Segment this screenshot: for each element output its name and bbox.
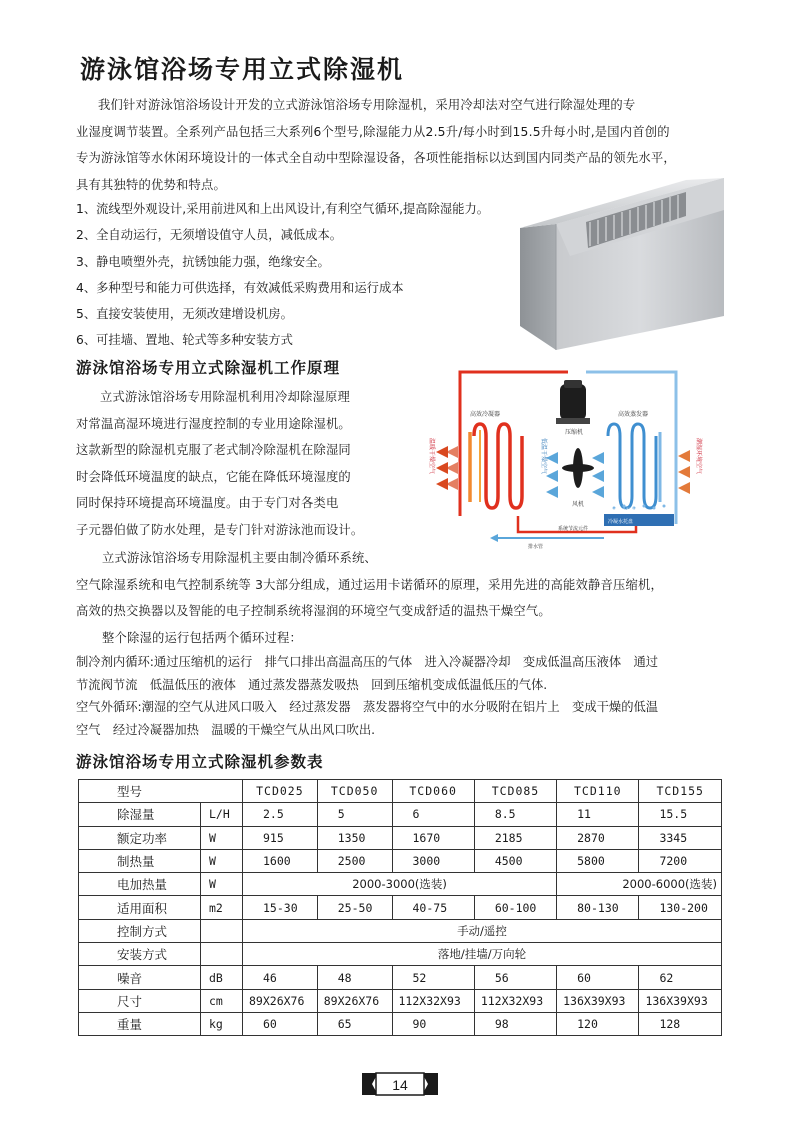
composition-line: 高效的热交换器以及智能的电子控制系统将湿润的环境空气变成舒适的温热干燥空气。 — [76, 604, 551, 618]
table-row — [79, 873, 722, 896]
page-number-badge — [362, 1071, 438, 1097]
table-cell: 落地/挂墙/万向轮 — [243, 943, 722, 966]
composition-line: 整个除湿的运行包括两个循环过程： — [102, 630, 302, 645]
principle-line: 对常温高湿环境进行湿度控制的专业用途除湿机。 — [76, 416, 351, 431]
cycle-line: 空气外循环:潮湿的空气从进风口吸入 经过蒸发器 蒸发器将空气中的水分吸附在铝片上 变成干燥的低温 — [76, 700, 659, 714]
svg-text:温暖干燥空气: 温暖干燥空气 — [428, 438, 435, 475]
table-cell: 15-30 — [243, 896, 318, 919]
svg-text:高效蒸发器: 高效蒸发器 — [618, 411, 649, 418]
table-cell: 62 — [639, 966, 722, 989]
table-row — [79, 989, 722, 1012]
table-cell: 2.5 — [243, 803, 318, 826]
table-cell: 112X32X93 — [474, 989, 556, 1012]
table-cell: 11 — [557, 803, 639, 826]
table-cell: 60-100 — [474, 896, 556, 919]
table-cell: 3000 — [392, 849, 474, 872]
table-cell: 手动/遥控 — [243, 919, 722, 942]
principle-line: 同时保持环境提高环境温度。由于专门对各类电 — [76, 496, 339, 510]
cycle-line: 空气 经过冷凝器加热 温暖的干燥空气从出风口吹出. — [76, 722, 376, 737]
dehumidifier-product-image — [518, 166, 728, 352]
svg-text:低温干燥空气: 低温干燥空气 — [540, 438, 547, 475]
page-title: 游泳馆浴场专用立式除湿机 — [80, 55, 405, 84]
table-cell: 7200 — [639, 849, 722, 872]
table-header-cell: TCD025 — [243, 780, 318, 803]
table-cell: 90 — [392, 1012, 474, 1035]
feature-item: 1、流线型外观设计,采用前进风和上出风设计,有利空气循环,提高除湿能力。 — [76, 202, 490, 216]
table-row — [79, 896, 722, 919]
svg-text:风机: 风机 — [571, 501, 585, 508]
table-row — [79, 826, 722, 849]
table-header-cell: TCD085 — [474, 780, 556, 803]
table-cell: W — [201, 826, 243, 849]
table-cell: 60 — [243, 1012, 318, 1035]
table-row — [79, 966, 722, 989]
table-cell — [201, 919, 243, 942]
table-cell: 25-50 — [317, 896, 392, 919]
table-cell: 噪音 — [79, 966, 201, 989]
table-cell: 60 — [557, 966, 639, 989]
table-cell: 112X32X93 — [392, 989, 474, 1012]
table-cell: 52 — [392, 966, 474, 989]
table-cell: 除湿量 — [79, 803, 201, 826]
principle-line: 立式游泳馆浴场专用除湿机利用冷却除湿原理 — [100, 390, 350, 404]
table-cell: kg — [201, 1012, 243, 1035]
table-cell: 98 — [474, 1012, 556, 1035]
table-cell: 65 — [317, 1012, 392, 1035]
table-cell: 915 — [243, 826, 318, 849]
table-row — [79, 849, 722, 872]
cycle-line: 制冷剂内循环:通过压缩机的运行 排气口排出高温高压的气体 进入冷凝器冷却 变成低温高压液体 通过 — [76, 655, 659, 669]
table-cell: 46 — [243, 966, 318, 989]
table-row — [79, 1012, 722, 1035]
feature-item: 5、直接安装使用，无须改建增设机房。 — [76, 307, 293, 322]
feature-item: 2、全自动运行，无须增设值守人员，减低成本。 — [76, 228, 343, 243]
table-cell: 120 — [557, 1012, 639, 1035]
composition-line: 空气除湿系统和电气控制系统等 3大部分组成，通过运用卡诺循环的原理，采用先进的高能效静音压缩机， — [76, 577, 663, 592]
table-cell: 2185 — [474, 826, 556, 849]
table-cell: L/H — [201, 803, 243, 826]
table-cell: 130-200 — [639, 896, 722, 919]
feature-item: 6、可挂墙、置地、轮式等多种安装方式 — [76, 333, 293, 348]
table-header-row — [79, 780, 722, 803]
table-cell: 2870 — [557, 826, 639, 849]
svg-text:空气中冷凝出的水: 空气中冷凝出的水 — [606, 508, 647, 514]
compressor-icon — [556, 380, 590, 424]
table-cell: 2000-6000(选装) — [557, 873, 722, 896]
svg-text:冷凝水托盘: 冷凝水托盘 — [608, 519, 634, 525]
table-cell: 89X26X76 — [317, 989, 392, 1012]
principle-line: 这款新型的除湿机克服了老式制冷除湿机在除湿同 — [76, 443, 351, 457]
composition-line: 立式游泳馆浴场专用除湿机主要由制冷循环系统、 — [102, 551, 377, 565]
svg-text:压缩机: 压缩机 — [564, 429, 584, 436]
table-cell: cm — [201, 989, 243, 1012]
table-cell: 89X26X76 — [243, 989, 318, 1012]
table-cell: 1600 — [243, 849, 318, 872]
condenser-coil-icon — [470, 424, 522, 508]
fan-icon — [562, 448, 594, 488]
svg-text:潮湿环境空气: 潮湿环境空气 — [695, 438, 702, 475]
intro-line: 具有其独特的优势和特点。 — [76, 177, 226, 192]
table-cell: W — [201, 873, 243, 896]
table-cell: 安装方式 — [79, 943, 201, 966]
svg-text:排水管: 排水管 — [528, 544, 544, 550]
table-cell: m2 — [201, 896, 243, 919]
table-header-cell: TCD060 — [392, 780, 474, 803]
table-header-cell: TCD110 — [557, 780, 639, 803]
table-cell: dB — [201, 966, 243, 989]
warm-air-arrow-icon — [436, 446, 458, 490]
svg-text:高效冷凝器: 高效冷凝器 — [470, 411, 501, 418]
table-row — [79, 919, 722, 942]
table-cell: 适用面积 — [79, 896, 201, 919]
intro-line: 我们针对游泳馆浴场设计开发的立式游泳馆浴场专用除湿机，采用冷却法对空气进行除湿处理的专 — [98, 98, 636, 112]
table-cell: 重量 — [79, 1012, 201, 1035]
table-header-cell: 型号 — [79, 780, 243, 803]
table-header-cell: TCD155 — [639, 780, 722, 803]
table-row — [79, 803, 722, 826]
feature-item: 4、多种型号和能力可供选择，有效减低采购费用和运行成本 — [76, 280, 404, 295]
table-cell: 4500 — [474, 849, 556, 872]
table-cell: 1350 — [317, 826, 392, 849]
table-cell: W — [201, 849, 243, 872]
table-cell: 制热量 — [79, 849, 201, 872]
table-cell: 额定功率 — [79, 826, 201, 849]
table-header-cell: TCD050 — [317, 780, 392, 803]
table-cell: 控制方式 — [79, 919, 201, 942]
intro-line: 专为游泳馆等水休闲环境设计的一体式全自动中型除湿设备，各项性能指标以达到国内同类产品的领先水平， — [76, 151, 676, 165]
table-cell: 6 — [392, 803, 474, 826]
humid-air-arrow-icon — [678, 450, 690, 494]
composition-paragraph — [76, 545, 736, 651]
working-principle-diagram — [418, 366, 718, 558]
parameter-table — [78, 779, 722, 1036]
table-cell: 尺寸 — [79, 989, 201, 1012]
evaporator-coil-icon — [608, 424, 660, 508]
table-cell: 15.5 — [639, 803, 722, 826]
svg-text:系统节流元件: 系统节流元件 — [558, 526, 589, 532]
table-cell: 2500 — [317, 849, 392, 872]
feature-item: 3、静电喷塑外壳，抗锈蚀能力强，绝缘安全。 — [76, 254, 330, 269]
page-number: 14 — [392, 1077, 408, 1093]
table-cell: 1670 — [392, 826, 474, 849]
feature-list — [76, 196, 489, 354]
table-cell: 56 — [474, 966, 556, 989]
intro-line: 业湿度调节装置。全系列产品包括三大系列6个型号,除湿能力从2.5升/每小时到15.5升每小时,是国内首创的 — [76, 124, 670, 139]
principle-line: 子元器伯做了防水处理，是专门针对游泳池而设计。 — [76, 522, 364, 537]
table-cell: 80-130 — [557, 896, 639, 919]
table-cell: 40-75 — [392, 896, 474, 919]
table-cell: 5800 — [557, 849, 639, 872]
table-cell: 136X39X93 — [557, 989, 639, 1012]
table-cell: 2000-3000(选装) — [243, 873, 557, 896]
table-row — [79, 943, 722, 966]
table-cell: 8.5 — [474, 803, 556, 826]
table-cell: 3345 — [639, 826, 722, 849]
table-cell: 48 — [317, 966, 392, 989]
principle-line: 时会降低环境温度的缺点，它能在降低环境湿度的 — [76, 469, 351, 484]
table-cell: 128 — [639, 1012, 722, 1035]
principle-title: 游泳馆浴场专用立式除湿机工作原理 — [76, 359, 341, 377]
table-cell: 电加热量 — [79, 873, 201, 896]
params-title: 游泳馆浴场专用立式除湿机参数表 — [76, 753, 324, 771]
table-cell: 136X39X93 — [639, 989, 722, 1012]
cycle-line: 节流阀节流 低温低压的液体 通过蒸发器蒸发吸热 回到压缩机变成低温低压的气体. — [76, 677, 548, 692]
cycle-description — [76, 651, 736, 741]
table-cell: 5 — [317, 803, 392, 826]
principle-paragraph — [76, 384, 406, 543]
table-cell — [201, 943, 243, 966]
